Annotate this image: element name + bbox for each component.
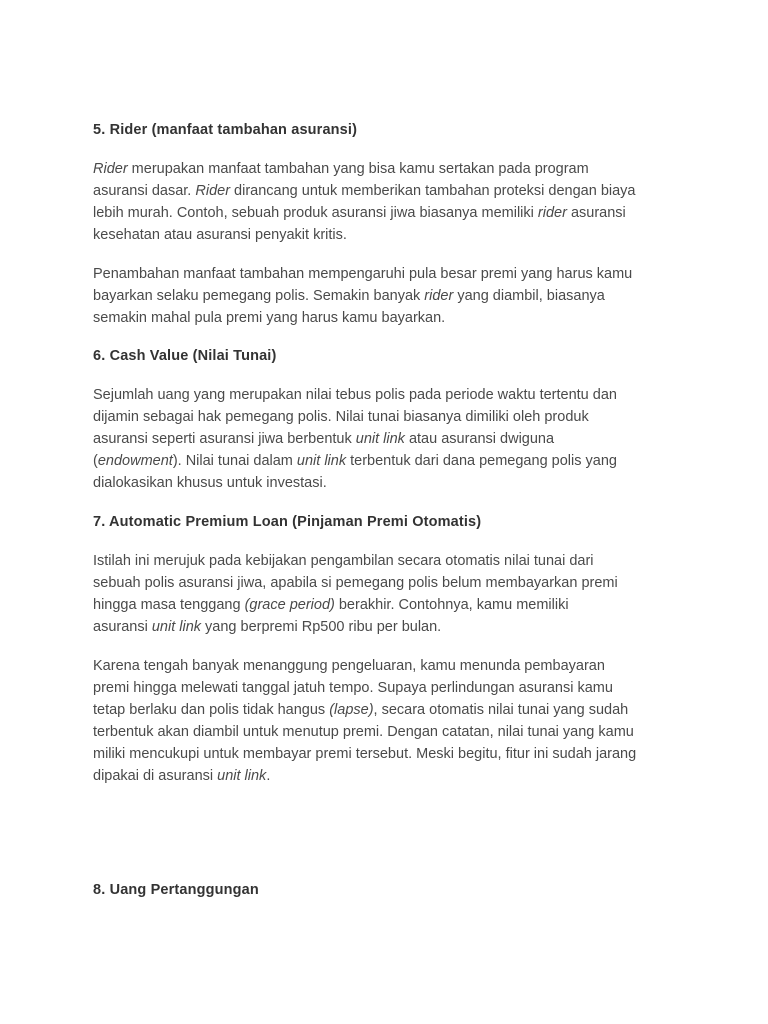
text-run: sebuah polis asuransi jiwa, apabila si pemegang polis belum membayarkan premi bbox=[93, 575, 618, 591]
text-line bbox=[93, 594, 693, 616]
text-line bbox=[93, 224, 693, 246]
text-run: asuransi bbox=[93, 619, 152, 635]
text-run: terbentuk dari dana pemegang polis yang bbox=[346, 453, 617, 469]
text-line bbox=[93, 202, 693, 224]
text-line bbox=[93, 472, 693, 494]
italic-term: unit link bbox=[151, 619, 202, 635]
text-run: dialokasikan khusus untuk investasi. bbox=[93, 475, 327, 491]
italic-term: (lapse) bbox=[329, 702, 374, 718]
text-line bbox=[93, 263, 693, 285]
text-line bbox=[93, 450, 693, 472]
paragraph-apl-definition bbox=[93, 550, 693, 638]
text-run: premi hingga melewati tanggal jatuh tempo. Supaya perlindungan asuransi kamu bbox=[93, 680, 613, 696]
text-line bbox=[93, 572, 693, 594]
italic-term: unit link bbox=[296, 453, 347, 469]
text-run: Penambahan manfaat tambahan mempengaruhi pula besar premi yang harus kamu bbox=[93, 266, 633, 282]
text-run: asuransi dasar. bbox=[93, 183, 196, 199]
paragraph-rider-definition bbox=[93, 158, 693, 246]
text-line bbox=[93, 677, 693, 699]
text-run: asuransi bbox=[566, 205, 626, 221]
paragraph-apl-example bbox=[93, 655, 693, 787]
italic-term: Rider bbox=[93, 161, 128, 177]
text-run: , secara otomatis nilai tunai yang sudah bbox=[373, 702, 629, 718]
text-run: Sejumlah uang yang merupakan nilai tebus polis pada periode waktu tertentu dan bbox=[93, 387, 617, 403]
text-line bbox=[93, 180, 693, 202]
heading-rider: 5. Rider (manfaat tambahan asuransi) bbox=[93, 122, 358, 138]
text-line bbox=[93, 285, 693, 307]
text-run: terbentuk akan diambil untuk menutup premi. Dengan catatan, nilai tunai yang kamu bbox=[93, 724, 634, 740]
text-run: dirancang untuk memberikan tambahan proteksi dengan biaya bbox=[230, 183, 636, 199]
text-run: dijamin sebagai hak pemegang polis. Nilai tunai biasanya dimiliki oleh produk bbox=[93, 409, 589, 425]
text-run: bayarkan selaku pemegang polis. Semakin banyak bbox=[93, 288, 425, 304]
text-run: semakin mahal pula premi yang harus kamu bayarkan. bbox=[93, 310, 446, 326]
text-line bbox=[93, 428, 693, 450]
paragraph-rider-premium bbox=[93, 263, 693, 329]
text-line bbox=[93, 699, 693, 721]
text-line bbox=[93, 550, 693, 572]
text-line bbox=[93, 307, 693, 329]
text-line bbox=[93, 721, 693, 743]
text-run: atau asuransi dwiguna bbox=[404, 431, 555, 447]
text-line bbox=[93, 406, 693, 428]
text-run: Karena tengah banyak menanggung pengeluaran, kamu menunda pembayaran bbox=[93, 658, 605, 674]
text-line bbox=[93, 743, 693, 765]
text-line bbox=[93, 158, 693, 180]
text-run: Istilah ini merujuk pada kebijakan pengambilan secara otomatis nilai tunai dari bbox=[93, 553, 594, 569]
text-run: kesehatan atau asuransi penyakit kritis. bbox=[93, 227, 347, 243]
paragraph-cash-value bbox=[93, 384, 693, 494]
italic-term: Rider bbox=[195, 183, 231, 199]
text-run: asuransi seperti asuransi jiwa berbentuk bbox=[93, 431, 356, 447]
text-run: lebih murah. Contoh, sebuah produk asuransi jiwa biasanya memiliki bbox=[93, 205, 538, 221]
heading-cash-value: 6. Cash Value (Nilai Tunai) bbox=[93, 348, 277, 364]
italic-term: (grace period) bbox=[244, 597, 335, 613]
text-run: . bbox=[266, 768, 271, 784]
text-line bbox=[93, 655, 693, 677]
text-run: dipakai di asuransi bbox=[93, 768, 218, 784]
text-run: merupakan manfaat tambahan yang bisa kamu sertakan pada program bbox=[127, 161, 589, 177]
italic-term: rider bbox=[537, 205, 567, 221]
italic-term: rider bbox=[424, 288, 454, 304]
heading-automatic-premium-loan: 7. Automatic Premium Loan (Pinjaman Premi Otomatis) bbox=[93, 514, 482, 530]
text-run: ( bbox=[93, 453, 98, 469]
heading-uang-pertanggungan: 8. Uang Pertanggungan bbox=[93, 882, 259, 898]
text-run: miliki mencukupi untuk membayar premi tersebut. Meski begitu, fitur ini sudah jarang bbox=[93, 746, 637, 762]
text-line bbox=[93, 616, 693, 638]
text-run: yang diambil, biasanya bbox=[453, 288, 605, 304]
italic-term: unit link bbox=[217, 768, 267, 784]
text-line bbox=[93, 765, 693, 787]
italic-term: unit link bbox=[355, 431, 405, 447]
text-run: berakhir. Contohnya, kamu memiliki bbox=[334, 597, 569, 613]
text-line bbox=[93, 384, 693, 406]
text-run: yang berpremi Rp500 ribu per bulan. bbox=[201, 619, 442, 635]
italic-term: endowment bbox=[97, 453, 173, 469]
text-run: ). Nilai tunai dalam bbox=[172, 453, 297, 469]
text-run: hingga masa tenggang bbox=[93, 597, 245, 613]
text-run: tetap berlaku dan polis tidak hangus bbox=[93, 702, 330, 718]
